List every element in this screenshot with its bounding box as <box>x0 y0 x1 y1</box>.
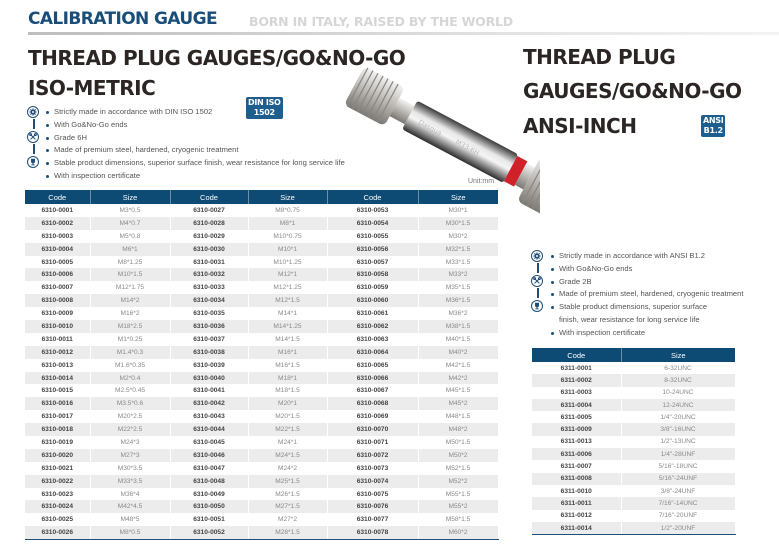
cell-code: 6310-0073 <box>327 462 418 475</box>
table-row <box>25 397 498 410</box>
cell-size: M35*1.5 <box>418 281 498 294</box>
cell-size: M42*1.5 <box>418 359 498 372</box>
feature-item: Stable product dimensions, superior surface <box>550 301 743 314</box>
connector-line <box>537 263 538 273</box>
cell-size: M38*1.5 <box>418 320 498 333</box>
cell-code: 6310-0063 <box>327 333 418 346</box>
table-header-row <box>532 348 735 362</box>
table-row <box>25 256 498 269</box>
column-header-size: Size <box>90 190 170 204</box>
engraving-brand: Dasqua <box>417 118 444 138</box>
cell-size: M22*1.5 <box>248 423 327 436</box>
inch-gauge-table <box>532 348 736 535</box>
cell-code: 6310-0027 <box>170 204 248 217</box>
table-row <box>25 500 498 513</box>
cell-size: M52*2 <box>418 475 498 488</box>
cell-size: M8*1 <box>248 217 327 230</box>
metric-title-line1: THREAD PLUG GAUGES/GO&NO-GO <box>28 46 406 70</box>
cell-code: 6310-0023 <box>25 488 90 501</box>
cell-code: 6310-0035 <box>170 307 248 320</box>
cell-code: 6310-0047 <box>170 462 248 475</box>
feature-item: With inspection certificate <box>45 170 345 183</box>
cell-size: 3/8"-16UNC <box>621 423 735 435</box>
cell-code: 6310-0062 <box>327 320 418 333</box>
cell-code: 6310-0020 <box>25 449 90 462</box>
table-row <box>25 372 498 385</box>
cell-code: 6310-0058 <box>327 268 418 281</box>
cell-size: 7/16"-20UNF <box>621 510 735 522</box>
cell-size: M27*2 <box>248 513 327 526</box>
cell-size: M33*3.5 <box>90 475 170 488</box>
cell-size: M3*0.5 <box>90 204 170 217</box>
cell-code: 6310-0075 <box>327 488 418 501</box>
inch-feature-icons <box>531 250 545 312</box>
feature-item: With inspection certificate <box>550 327 743 340</box>
cell-code: 6311-0008 <box>532 473 621 485</box>
table-row <box>25 462 498 475</box>
table-row <box>532 473 735 485</box>
cell-size: M30*2 <box>418 230 498 243</box>
connector-line <box>537 288 538 298</box>
cell-size: M8*0.5 <box>90 526 170 539</box>
cell-code: 6310-0030 <box>170 243 248 256</box>
brand-title: CALIBRATION GAUGE <box>28 9 217 29</box>
cell-size: M8*1.25 <box>90 256 170 269</box>
cell-size: M20*1.5 <box>248 410 327 423</box>
table-row <box>532 362 735 374</box>
cell-size: M28*1.5 <box>248 526 327 539</box>
table-row <box>25 475 498 488</box>
cell-size: M48*1.5 <box>418 410 498 423</box>
cell-size: M18*2.5 <box>90 320 170 333</box>
inch-feature-list <box>550 250 743 340</box>
cell-code: 6310-0032 <box>170 268 248 281</box>
table-row <box>532 399 735 411</box>
cell-code: 6311-0013 <box>532 436 621 448</box>
column-header-code: Code <box>170 190 248 204</box>
cell-code: 6310-0042 <box>170 397 248 410</box>
cell-code: 6310-0031 <box>170 256 248 269</box>
cell-code: 6310-0043 <box>170 410 248 423</box>
table-row <box>25 294 498 307</box>
table-row <box>25 333 498 346</box>
cell-size: M27*1.5 <box>248 500 327 513</box>
cell-code: 6310-0010 <box>25 320 90 333</box>
cell-size: 1/4"-28UNF <box>621 448 735 460</box>
cell-code: 6310-0015 <box>25 384 90 397</box>
cell-code: 6311-0004 <box>532 399 621 411</box>
cell-size: M30*1.5 <box>418 217 498 230</box>
cell-size: 1/4"-20UNC <box>621 411 735 423</box>
table-row <box>532 387 735 399</box>
table-header-row <box>25 190 498 204</box>
cell-code: 6310-0021 <box>25 462 90 475</box>
column-header-code: Code <box>532 348 621 362</box>
cell-code: 6311-0010 <box>532 485 621 497</box>
table-row <box>532 497 735 509</box>
cell-size: 8-32UNC <box>621 374 735 386</box>
cell-code: 6310-0008 <box>25 294 90 307</box>
table-row <box>532 448 735 460</box>
cell-code: 6310-0078 <box>327 526 418 539</box>
cell-size: M50*2 <box>418 449 498 462</box>
cell-code: 6310-0018 <box>25 423 90 436</box>
cell-code: 6310-0044 <box>170 423 248 436</box>
cell-code: 6310-0038 <box>170 346 248 359</box>
badge-line2: B1.2 <box>703 126 723 135</box>
cell-code: 6310-0013 <box>25 359 90 372</box>
tools-icon <box>531 275 543 287</box>
cell-code: 6310-0012 <box>25 346 90 359</box>
inch-title-line1: THREAD PLUG <box>523 45 676 69</box>
cell-size: 10-24UNC <box>621 387 735 399</box>
cell-code: 6310-0016 <box>25 397 90 410</box>
cell-size: M32*1.5 <box>418 243 498 256</box>
cell-size: M4*0.7 <box>90 217 170 230</box>
cell-size: M14*1.5 <box>248 333 327 346</box>
cell-code: 6310-0004 <box>25 243 90 256</box>
cell-size: M26*1.5 <box>248 488 327 501</box>
cell-code: 6310-0072 <box>327 449 418 462</box>
feature-item: Grade 6H <box>45 132 345 145</box>
cell-size: M30*1 <box>418 204 498 217</box>
table-row <box>532 485 735 497</box>
engraving-size: M33-6H <box>454 138 481 158</box>
table-row <box>25 410 498 423</box>
header-divider <box>28 32 779 35</box>
connector-line <box>33 119 34 129</box>
feature-item: Made of premium steel, hardened, cryogenic treatment <box>45 144 345 157</box>
cell-code: 6310-0037 <box>170 333 248 346</box>
cell-code: 6311-0005 <box>532 411 621 423</box>
cell-code: 6310-0077 <box>327 513 418 526</box>
table-row <box>25 423 498 436</box>
cell-size: M14*2 <box>90 294 170 307</box>
feature-item: With Go&No-Go ends <box>45 119 345 132</box>
feature-item: Grade 2B <box>550 276 743 289</box>
cell-size: M45*2 <box>418 397 498 410</box>
cell-code: 6310-0060 <box>327 294 418 307</box>
cell-size: M6*1 <box>90 243 170 256</box>
cell-code: 6310-0026 <box>25 526 90 539</box>
cell-size: M24*1.5 <box>248 449 327 462</box>
cell-code: 6310-0033 <box>170 281 248 294</box>
cell-code: 6310-0014 <box>25 372 90 385</box>
column-header-size: Size <box>621 348 735 362</box>
feature-item: Strictly made in accordance with DIN ISO 1502 <box>45 106 345 119</box>
cell-size: 5/16"-24UNF <box>621 473 735 485</box>
cell-code: 6310-0001 <box>25 204 90 217</box>
cell-code: 6310-0071 <box>327 436 418 449</box>
feature-item: Strictly made in accordance with ANSI B1.2 <box>550 250 743 263</box>
badge-line2: 1502 <box>253 108 275 117</box>
cell-code: 6310-0041 <box>170 384 248 397</box>
cell-code: 6310-0055 <box>327 230 418 243</box>
feature-item-continued: finish, wear resistance for long service life <box>559 314 700 324</box>
cell-size: M40*2 <box>418 346 498 359</box>
cell-code: 6310-0011 <box>25 333 90 346</box>
cell-size: M10*1 <box>248 243 327 256</box>
column-header-size: Size <box>418 190 498 204</box>
cell-code: 6310-0028 <box>170 217 248 230</box>
table-row <box>25 307 498 320</box>
cell-size: M2.5*0.45 <box>90 384 170 397</box>
cell-code: 6310-0052 <box>170 526 248 539</box>
trophy-icon <box>27 156 39 168</box>
cell-size: M14*1 <box>248 307 327 320</box>
metric-title-line2: ISO-METRIC <box>28 76 156 100</box>
table-row <box>25 346 498 359</box>
badge-line1: ANSI <box>703 116 724 125</box>
table-row <box>25 230 498 243</box>
inch-title-line3: ANSI-INCH <box>523 114 637 138</box>
table-row <box>25 526 498 539</box>
cell-code: 6310-0065 <box>327 359 418 372</box>
table-row <box>532 460 735 472</box>
table-row <box>25 488 498 501</box>
cell-code: 6311-0009 <box>532 423 621 435</box>
cell-size: M2*0.4 <box>90 372 170 385</box>
cell-size: M24*2 <box>248 462 327 475</box>
cell-code: 6310-0053 <box>327 204 418 217</box>
cell-size: M1.4*0.3 <box>90 346 170 359</box>
cell-size: M36*2 <box>418 307 498 320</box>
cell-size: M14*1.25 <box>248 320 327 333</box>
table-row <box>25 436 498 449</box>
cell-size: M16*1 <box>248 346 327 359</box>
cell-code: 6310-0022 <box>25 475 90 488</box>
cell-size: M30*3.5 <box>90 462 170 475</box>
cell-size: M40*1.5 <box>418 333 498 346</box>
cell-code: 6311-0007 <box>532 460 621 472</box>
gear-icon <box>27 106 39 118</box>
cell-size: M25*1.5 <box>248 475 327 488</box>
cell-size: M27*3 <box>90 449 170 462</box>
cell-size: M12*1 <box>248 268 327 281</box>
cell-size: M60*2 <box>418 526 498 539</box>
metric-feature-list <box>45 106 345 183</box>
cell-code: 6310-0054 <box>327 217 418 230</box>
cell-code: 6310-0046 <box>170 449 248 462</box>
cell-size: M50*1.5 <box>418 436 498 449</box>
table-row <box>25 281 498 294</box>
cell-size: M55*2 <box>418 500 498 513</box>
cell-size: 5/16"-18UNC <box>621 460 735 472</box>
cell-size: M10*1.25 <box>248 256 327 269</box>
cell-size: M55*1.5 <box>418 488 498 501</box>
cell-size: M36*4 <box>90 488 170 501</box>
cell-size: 7/16"-14UNC <box>621 497 735 509</box>
cell-code: 6310-0002 <box>25 217 90 230</box>
table-row <box>532 423 735 435</box>
cell-code: 6311-0012 <box>532 510 621 522</box>
cell-size: M8*0.75 <box>248 204 327 217</box>
badge-line1: DIN ISO <box>248 98 281 107</box>
cell-code: 6310-0029 <box>170 230 248 243</box>
cell-code: 6310-0050 <box>170 500 248 513</box>
cell-size: 6-32UNC <box>621 362 735 374</box>
table-row <box>25 243 498 256</box>
table-row <box>25 513 498 526</box>
cell-size: M16*1.5 <box>248 359 327 372</box>
cell-size: M10*1.5 <box>90 268 170 281</box>
brand-tagline: BORN IN ITALY, RAISED BY THE WORLD <box>249 14 513 29</box>
cell-size: M18*1.5 <box>248 384 327 397</box>
cell-size: M36*1.5 <box>418 294 498 307</box>
cell-size: M3.5*0.6 <box>90 397 170 410</box>
cell-size: M1*0.25 <box>90 333 170 346</box>
cell-code: 6311-0001 <box>532 362 621 374</box>
cell-size: M1.6*0.35 <box>90 359 170 372</box>
ansi-badge <box>701 115 725 137</box>
inch-title-line2: GAUGES/GO&NO-GO <box>523 79 742 103</box>
metric-gauge-table <box>25 190 499 540</box>
table-row <box>532 411 735 423</box>
unit-label: Unit:mm <box>468 178 495 185</box>
cell-code: 6311-0011 <box>532 497 621 509</box>
cell-size: M58*1.5 <box>418 513 498 526</box>
cell-code: 6310-0049 <box>170 488 248 501</box>
cell-code: 6310-0005 <box>25 256 90 269</box>
cell-size: M33*2 <box>418 268 498 281</box>
cell-size: M24*3 <box>90 436 170 449</box>
table-row <box>25 384 498 397</box>
cell-size: M12*1.75 <box>90 281 170 294</box>
cell-code: 6310-0034 <box>170 294 248 307</box>
table-row <box>25 268 498 281</box>
column-header-code: Code <box>25 190 90 204</box>
column-header-code: Code <box>327 190 418 204</box>
cell-code: 6310-0057 <box>327 256 418 269</box>
cell-size: 12-24UNC <box>621 399 735 411</box>
gear-icon <box>531 250 543 262</box>
cell-size: M42*4.5 <box>90 500 170 513</box>
cell-code: 6310-0074 <box>327 475 418 488</box>
cell-code: 6310-0076 <box>327 500 418 513</box>
cell-size: 1/2"-13UNC <box>621 436 735 448</box>
cell-code: 6310-0036 <box>170 320 248 333</box>
cell-code: 6311-0003 <box>532 387 621 399</box>
feature-item: Stable product dimensions, superior surface finish, wear resistance for long service life <box>45 157 345 170</box>
cell-size: M5*0.8 <box>90 230 170 243</box>
table-row <box>25 204 498 217</box>
cell-code: 6310-0051 <box>170 513 248 526</box>
cell-size: M16*2 <box>90 307 170 320</box>
cell-size: M24*1 <box>248 436 327 449</box>
cell-code: 6310-0007 <box>25 281 90 294</box>
cell-code: 6310-0025 <box>25 513 90 526</box>
table-row <box>25 449 498 462</box>
cell-size: M45*1.5 <box>418 384 498 397</box>
table-row <box>25 217 498 230</box>
cell-code: 6311-0002 <box>532 374 621 386</box>
metric-feature-icons <box>27 106 41 168</box>
cell-code: 6310-0040 <box>170 372 248 385</box>
cell-size: M22*2.5 <box>90 423 170 436</box>
cell-size: M48*2 <box>418 423 498 436</box>
cell-code: 6310-0019 <box>25 436 90 449</box>
cell-code: 6310-0059 <box>327 281 418 294</box>
cell-code: 6310-0045 <box>170 436 248 449</box>
cell-code: 6310-0061 <box>327 307 418 320</box>
cell-code: 6311-0014 <box>532 522 621 535</box>
cell-size: 1/2"-20UNF <box>621 522 735 535</box>
cell-code: 6310-0066 <box>327 372 418 385</box>
cell-code: 6310-0024 <box>25 500 90 513</box>
cell-size: M18*1 <box>248 372 327 385</box>
table-row <box>532 510 735 522</box>
table-row <box>25 320 498 333</box>
cell-code: 6310-0064 <box>327 346 418 359</box>
feature-item: With Go&No-Go ends <box>550 263 743 276</box>
cell-code: 6310-0006 <box>25 268 90 281</box>
cell-size: M48*5 <box>90 513 170 526</box>
column-header-size: Size <box>248 190 327 204</box>
table-row <box>532 436 735 448</box>
cell-size: M20*1 <box>248 397 327 410</box>
table-row <box>25 359 498 372</box>
cell-code: 6310-0003 <box>25 230 90 243</box>
feature-item: Made of premium steel, hardened, cryogenic treatment <box>550 288 743 301</box>
cell-code: 6310-0039 <box>170 359 248 372</box>
trophy-icon <box>531 300 543 312</box>
cell-code: 6310-0017 <box>25 410 90 423</box>
cell-code: 6310-0048 <box>170 475 248 488</box>
cell-code: 6310-0067 <box>327 384 418 397</box>
cell-size: 3/8"-24UNF <box>621 485 735 497</box>
cell-size: M12*1.5 <box>248 294 327 307</box>
table-row <box>532 522 735 535</box>
tools-icon <box>27 131 39 143</box>
cell-code: 6310-0056 <box>327 243 418 256</box>
cell-code: 6310-0009 <box>25 307 90 320</box>
cell-code: 6311-0006 <box>532 448 621 460</box>
cell-code: 6310-0070 <box>327 423 418 436</box>
table-row <box>532 374 735 386</box>
cell-size: M42*2 <box>418 372 498 385</box>
cell-size: M10*0.75 <box>248 230 327 243</box>
cell-size: M33*1.5 <box>418 256 498 269</box>
cell-code: 6310-0069 <box>327 410 418 423</box>
cell-code: 6310-0068 <box>327 397 418 410</box>
connector-line <box>33 144 34 154</box>
cell-size: M12*1.25 <box>248 281 327 294</box>
cell-size: M52*1.5 <box>418 462 498 475</box>
cell-size: M20*2.5 <box>90 410 170 423</box>
